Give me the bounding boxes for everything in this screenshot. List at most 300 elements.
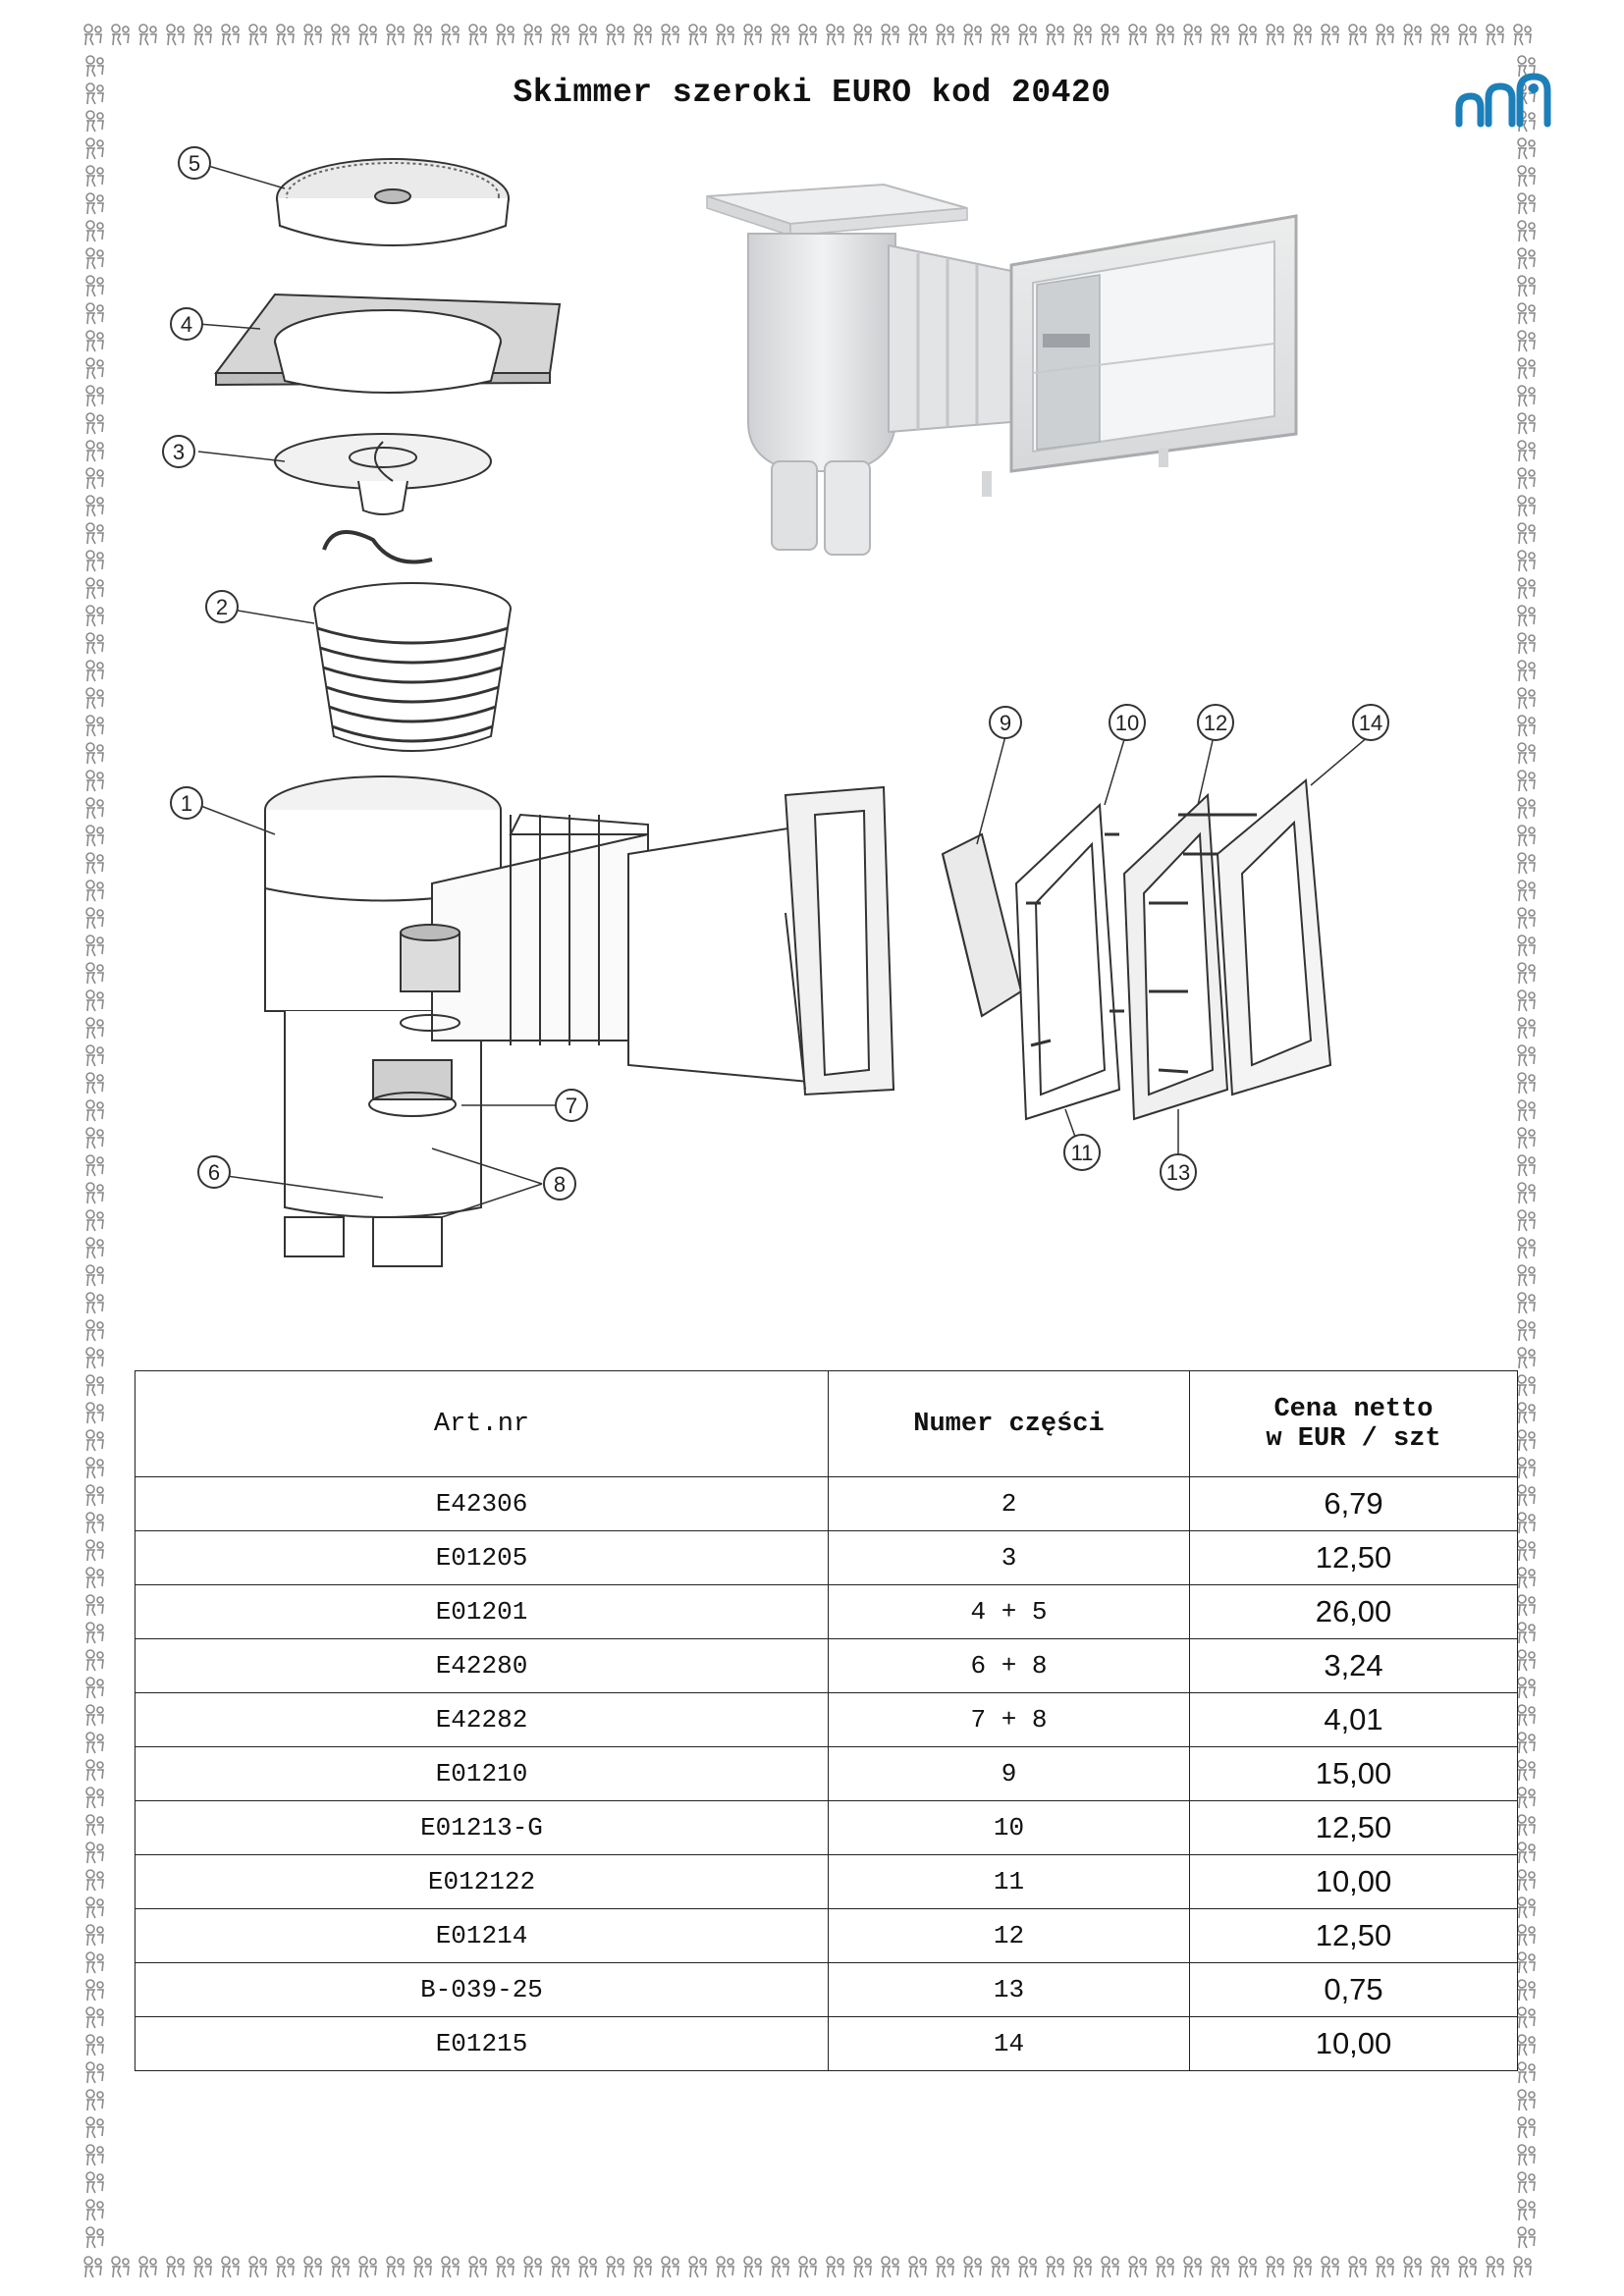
border-ornament-icon bbox=[194, 25, 211, 45]
border-ornament-icon bbox=[799, 2257, 816, 2277]
border-ornament-icon bbox=[86, 1650, 103, 1671]
callout-8 bbox=[544, 1168, 575, 1200]
border-ornament-icon bbox=[854, 2257, 871, 2277]
border-ornament-icon bbox=[86, 331, 103, 351]
cell-net-price: 12,50 bbox=[1190, 1801, 1518, 1855]
border-ornament-icon bbox=[86, 1705, 103, 1726]
border-ornament-icon bbox=[744, 25, 761, 45]
border-ornament-icon bbox=[86, 716, 103, 736]
border-ornament-icon bbox=[86, 1265, 103, 1286]
border-ornament-icon bbox=[579, 2257, 596, 2277]
border-ornament-icon bbox=[1019, 25, 1036, 45]
cell-article-number: E42280 bbox=[135, 1639, 829, 1693]
border-ornament-icon bbox=[1518, 496, 1535, 516]
border-ornament-icon bbox=[139, 25, 156, 45]
border-ornament-icon bbox=[1157, 25, 1173, 45]
border-ornament-icon bbox=[1518, 908, 1535, 929]
border-ornament-icon bbox=[86, 606, 103, 626]
cell-part-number: 3 bbox=[829, 1531, 1190, 1585]
callout-13 bbox=[1161, 1154, 1196, 1190]
part-3-cap-drawing bbox=[275, 434, 491, 514]
border-ornament-icon bbox=[1518, 963, 1535, 984]
border-ornament-icon bbox=[1102, 25, 1118, 45]
border-ornament-icon bbox=[86, 441, 103, 461]
cell-net-price: 26,00 bbox=[1190, 1585, 1518, 1639]
border-ornament-icon bbox=[304, 2257, 321, 2277]
border-ornament-icon bbox=[86, 1183, 103, 1203]
border-ornament-icon bbox=[86, 1320, 103, 1341]
border-ornament-icon bbox=[1518, 1375, 1535, 1396]
cell-net-price: 0,75 bbox=[1190, 1963, 1518, 2017]
cell-article-number: E01214 bbox=[135, 1909, 829, 1963]
svg-text:13: 13 bbox=[1165, 1160, 1191, 1185]
border-ornament-icon bbox=[1518, 935, 1535, 956]
border-ornament-icon bbox=[86, 881, 103, 901]
border-ornament-icon bbox=[86, 413, 103, 434]
border-ornament-icon bbox=[992, 25, 1008, 45]
callout-4 bbox=[171, 308, 202, 340]
border-ornament-icon bbox=[1129, 25, 1146, 45]
border-ornament-icon bbox=[1518, 1018, 1535, 1039]
border-ornament-icon bbox=[86, 56, 103, 77]
border-ornament-icon bbox=[1518, 1650, 1535, 1671]
border-ornament-icon bbox=[1377, 2257, 1393, 2277]
border-ornament-icon bbox=[1518, 633, 1535, 654]
cell-part-number: 11 bbox=[829, 1855, 1190, 1909]
border-ornament-icon bbox=[86, 1348, 103, 1368]
border-ornament-icon bbox=[634, 2257, 651, 2277]
callout-11 bbox=[1064, 1135, 1100, 1170]
border-ornament-icon bbox=[442, 25, 459, 45]
callout-10 bbox=[1110, 705, 1145, 740]
border-ornament-icon bbox=[1518, 1210, 1535, 1231]
svg-text:11: 11 bbox=[1070, 1141, 1094, 1165]
border-ornament-icon bbox=[937, 2257, 953, 2277]
border-ornament-icon bbox=[86, 83, 103, 104]
parts-price-table bbox=[135, 1370, 1518, 2071]
border-ornament-icon bbox=[1518, 688, 1535, 709]
border-ornament-icon bbox=[86, 908, 103, 929]
border-ornament-icon bbox=[1518, 606, 1535, 626]
border-ornament-icon bbox=[964, 25, 981, 45]
border-ornament-icon bbox=[1518, 798, 1535, 819]
svg-text:8: 8 bbox=[553, 1172, 567, 1197]
border-ornament-icon bbox=[86, 1788, 103, 1808]
border-ornament-icon bbox=[1518, 1293, 1535, 1313]
border-ornament-icon bbox=[1518, 1705, 1535, 1726]
border-ornament-icon bbox=[86, 1430, 103, 1451]
border-ornament-icon bbox=[86, 166, 103, 187]
border-ornament-icon bbox=[1518, 1320, 1535, 1341]
border-ornament-icon bbox=[86, 1100, 103, 1121]
border-ornament-icon bbox=[86, 1485, 103, 1506]
border-ornament-icon bbox=[1349, 25, 1366, 45]
border-ornament-icon bbox=[86, 111, 103, 132]
border-ornament-icon bbox=[1212, 25, 1228, 45]
border-ornament-icon bbox=[1074, 25, 1091, 45]
cell-article-number: E01215 bbox=[135, 2017, 829, 2071]
border-ornament-icon bbox=[86, 193, 103, 214]
header-net-price-line2: w EUR / szt bbox=[1266, 1423, 1441, 1454]
border-ornament-icon bbox=[86, 1073, 103, 1094]
border-ornament-icon bbox=[1518, 1842, 1535, 1863]
border-ornament-icon bbox=[1322, 25, 1338, 45]
cell-article-number: E012122 bbox=[135, 1855, 829, 1909]
border-ornament-icon bbox=[717, 25, 733, 45]
border-ornament-icon bbox=[86, 661, 103, 681]
border-ornament-icon bbox=[1432, 2257, 1448, 2277]
border-ornament-icon bbox=[1518, 1265, 1535, 1286]
border-ornament-icon bbox=[86, 2117, 103, 2138]
cell-article-number: B-039-25 bbox=[135, 1963, 829, 2017]
svg-text:12: 12 bbox=[1203, 711, 1228, 735]
svg-text:3: 3 bbox=[172, 440, 186, 464]
cell-net-price: 15,00 bbox=[1190, 1747, 1518, 1801]
border-ornament-icon bbox=[854, 25, 871, 45]
border-ornament-icon bbox=[86, 1595, 103, 1616]
header-article-number: Art.nr bbox=[135, 1371, 829, 1477]
border-ornament-icon bbox=[86, 2200, 103, 2220]
border-ornament-icon bbox=[1518, 1183, 1535, 1203]
border-ornament-icon bbox=[86, 853, 103, 874]
border-ornament-icon bbox=[1518, 1733, 1535, 1753]
border-ornament-icon bbox=[1518, 166, 1535, 187]
border-ornament-icon bbox=[689, 25, 706, 45]
border-ornament-icon bbox=[86, 1540, 103, 1561]
border-ornament-bottom bbox=[77, 2248, 1547, 2287]
border-ornament-icon bbox=[86, 1925, 103, 1946]
svg-text:1: 1 bbox=[180, 791, 193, 816]
cell-part-number: 14 bbox=[829, 2017, 1190, 2071]
border-ornament-icon bbox=[689, 2257, 706, 2277]
cell-article-number: E42282 bbox=[135, 1693, 829, 1747]
border-ornament-icon bbox=[1518, 853, 1535, 874]
cell-part-number: 9 bbox=[829, 1747, 1190, 1801]
svg-text:6: 6 bbox=[207, 1160, 221, 1185]
border-ornament-icon bbox=[222, 25, 239, 45]
table-row bbox=[135, 1963, 1518, 2017]
callout-3 bbox=[163, 436, 194, 467]
cell-part-number: 7 + 8 bbox=[829, 1693, 1190, 1747]
border-ornament-icon bbox=[277, 25, 294, 45]
border-ornament-icon bbox=[86, 221, 103, 241]
callout-12 bbox=[1198, 705, 1233, 740]
border-ornament-icon bbox=[359, 2257, 376, 2277]
border-ornament-icon bbox=[992, 2257, 1008, 2277]
border-ornament-icon bbox=[86, 2090, 103, 2110]
border-ornament-icon bbox=[1518, 1045, 1535, 1066]
border-ornament-icon bbox=[86, 138, 103, 159]
border-ornament-icon bbox=[86, 1815, 103, 1836]
callout-14 bbox=[1353, 705, 1388, 740]
border-ornament-icon bbox=[86, 771, 103, 791]
border-ornament-icon bbox=[1518, 881, 1535, 901]
callout-7 bbox=[556, 1090, 587, 1121]
cell-part-number: 13 bbox=[829, 1963, 1190, 2017]
border-ornament-icon bbox=[1267, 2257, 1283, 2277]
part-4-frame-drawing bbox=[216, 294, 560, 393]
border-ornament-icon bbox=[579, 25, 596, 45]
border-ornament-icon bbox=[86, 1897, 103, 1918]
border-ornament-icon bbox=[1102, 2257, 1118, 2277]
border-ornament-icon bbox=[86, 358, 103, 379]
border-ornament-icon bbox=[1518, 1430, 1535, 1451]
table-row bbox=[135, 1693, 1518, 1747]
border-ornament-icon bbox=[1518, 1925, 1535, 1946]
border-ornament-icon bbox=[1518, 1870, 1535, 1891]
border-ornament-icon bbox=[86, 1375, 103, 1396]
border-ornament-icon bbox=[1518, 1760, 1535, 1781]
part-2-basket-drawing bbox=[314, 532, 511, 751]
border-ornament-icon bbox=[1518, 551, 1535, 571]
border-ornament-icon bbox=[662, 2257, 678, 2277]
border-ornament-icon bbox=[1518, 2062, 1535, 2083]
page-title: Skimmer szeroki EURO kod 20420 bbox=[513, 75, 1111, 111]
table-row bbox=[135, 1855, 1518, 1909]
border-ornament-icon bbox=[332, 25, 349, 45]
border-ornament-icon bbox=[86, 2227, 103, 2248]
border-ornament-icon bbox=[882, 2257, 898, 2277]
cell-net-price: 12,50 bbox=[1190, 1531, 1518, 1585]
header-net-price bbox=[1190, 1371, 1518, 1477]
border-ornament-icon bbox=[86, 386, 103, 406]
border-ornament-icon bbox=[1518, 661, 1535, 681]
border-ornament-icon bbox=[1518, 1238, 1535, 1258]
border-ornament-icon bbox=[1518, 1788, 1535, 1808]
part-5-lid-drawing bbox=[277, 159, 509, 245]
table-row bbox=[135, 1801, 1518, 1855]
border-ornament-icon bbox=[607, 25, 623, 45]
cell-article-number: E01210 bbox=[135, 1747, 829, 1801]
border-ornament-icon bbox=[1518, 1678, 1535, 1698]
border-ornament-icon bbox=[86, 303, 103, 324]
border-ornament-icon bbox=[1019, 2257, 1036, 2277]
border-ornament-icon bbox=[304, 25, 321, 45]
brand-logo-icon bbox=[1451, 65, 1559, 130]
border-ornament-icon bbox=[1518, 1595, 1535, 1616]
cell-net-price: 6,79 bbox=[1190, 1477, 1518, 1531]
border-ornament-icon bbox=[86, 1513, 103, 1533]
border-ornament-icon bbox=[1518, 771, 1535, 791]
border-ornament-icon bbox=[1518, 2035, 1535, 2056]
border-ornament-icon bbox=[1518, 468, 1535, 489]
border-ornament-icon bbox=[86, 2007, 103, 2028]
border-ornament-icon bbox=[86, 2145, 103, 2165]
svg-text:9: 9 bbox=[999, 711, 1012, 735]
border-ornament-icon bbox=[86, 2172, 103, 2193]
border-ornament-icon bbox=[86, 1952, 103, 1973]
border-ornament-icon bbox=[1518, 358, 1535, 379]
border-ornament-icon bbox=[222, 2257, 239, 2277]
border-ornament-icon bbox=[1518, 578, 1535, 599]
table-header-row bbox=[135, 1371, 1518, 1477]
part-10-gasket-drawing bbox=[1016, 805, 1124, 1119]
table-body bbox=[135, 1477, 1518, 2071]
border-ornament-icon bbox=[167, 25, 184, 45]
border-ornament-icon bbox=[469, 25, 486, 45]
border-ornament-icon bbox=[469, 2257, 486, 2277]
border-ornament-icon bbox=[86, 1238, 103, 1258]
border-ornament-icon bbox=[359, 25, 376, 45]
border-ornament-icon bbox=[909, 2257, 926, 2277]
border-ornament-icon bbox=[827, 25, 843, 45]
border-ornament-icon bbox=[277, 2257, 294, 2277]
cell-article-number: E01205 bbox=[135, 1531, 829, 1585]
border-ornament-icon bbox=[1518, 2145, 1535, 2165]
border-ornament-icon bbox=[662, 25, 678, 45]
border-ornament-icon bbox=[86, 1458, 103, 1478]
border-ornament-icon bbox=[1518, 276, 1535, 296]
border-ornament-icon bbox=[524, 2257, 541, 2277]
table-row bbox=[135, 1747, 1518, 1801]
border-ornament-icon bbox=[86, 1018, 103, 1039]
border-ornament-icon bbox=[772, 2257, 788, 2277]
border-ornament-icon bbox=[1518, 386, 1535, 406]
border-ornament-icon bbox=[1047, 25, 1063, 45]
table-row bbox=[135, 1639, 1518, 1693]
border-ornament-icon bbox=[332, 2257, 349, 2277]
decorative-border-bottom bbox=[77, 2248, 1547, 2287]
border-ornament-icon bbox=[86, 1210, 103, 1231]
svg-text:2: 2 bbox=[215, 595, 229, 619]
border-ornament-icon bbox=[387, 25, 404, 45]
border-ornament-icon bbox=[1518, 303, 1535, 324]
border-ornament-icon bbox=[1518, 1513, 1535, 1533]
exploded-parts-diagram bbox=[137, 128, 1414, 1335]
cell-article-number: E42306 bbox=[135, 1477, 829, 1531]
border-ornament-icon bbox=[1518, 331, 1535, 351]
border-ornament-icon bbox=[414, 2257, 431, 2277]
border-ornament-icon bbox=[1047, 2257, 1063, 2277]
border-ornament-icon bbox=[86, 1403, 103, 1423]
table-row bbox=[135, 2017, 1518, 2071]
border-ornament-top bbox=[77, 12, 1547, 51]
border-ornament-icon bbox=[414, 25, 431, 45]
border-ornament-icon bbox=[86, 1760, 103, 1781]
cell-net-price: 4,01 bbox=[1190, 1693, 1518, 1747]
border-ornament-icon bbox=[497, 2257, 514, 2277]
border-ornament-icon bbox=[1518, 1568, 1535, 1588]
cell-net-price: 10,00 bbox=[1190, 1855, 1518, 1909]
border-ornament-icon bbox=[1518, 1485, 1535, 1506]
border-ornament-icon bbox=[249, 2257, 266, 2277]
border-ornament-icon bbox=[1518, 2007, 1535, 2028]
border-ornament-icon bbox=[1129, 2257, 1146, 2277]
border-ornament-icon bbox=[1518, 826, 1535, 846]
border-ornament-icon bbox=[1518, 1128, 1535, 1148]
border-ornament-icon bbox=[1349, 2257, 1366, 2277]
border-ornament-icon bbox=[1518, 1348, 1535, 1368]
border-ornament-icon bbox=[607, 2257, 623, 2277]
border-ornament-icon bbox=[937, 25, 953, 45]
cell-net-price: 12,50 bbox=[1190, 1909, 1518, 1963]
border-ornament-icon bbox=[1377, 25, 1393, 45]
border-ornament-icon bbox=[1518, 1623, 1535, 1643]
border-ornament-icon bbox=[964, 2257, 981, 2277]
border-ornament-icon bbox=[1518, 221, 1535, 241]
decorative-border-top bbox=[77, 12, 1547, 51]
border-ornament-icon bbox=[1239, 2257, 1256, 2277]
border-ornament-icon bbox=[1518, 1815, 1535, 1836]
border-ornament-icon bbox=[86, 990, 103, 1011]
border-ornament-icon bbox=[1267, 25, 1283, 45]
callout-2 bbox=[206, 591, 238, 622]
border-ornament-icon bbox=[86, 743, 103, 764]
callout-6 bbox=[198, 1156, 230, 1188]
border-ornament-icon bbox=[86, 496, 103, 516]
border-ornament-icon bbox=[1074, 2257, 1091, 2277]
border-ornament-icon bbox=[86, 1623, 103, 1643]
border-ornament-icon bbox=[497, 25, 514, 45]
border-ornament-icon bbox=[387, 2257, 404, 2277]
border-ornament-left bbox=[77, 12, 116, 2287]
cell-article-number: E01201 bbox=[135, 1585, 829, 1639]
part-14-faceplate-drawing bbox=[1218, 780, 1330, 1095]
border-ornament-icon bbox=[86, 276, 103, 296]
svg-text:7: 7 bbox=[565, 1094, 578, 1118]
border-ornament-icon bbox=[827, 2257, 843, 2277]
border-ornament-icon bbox=[717, 2257, 733, 2277]
decorative-border-left bbox=[77, 12, 116, 2287]
svg-text:10: 10 bbox=[1114, 711, 1140, 735]
part-9-weir-drawing bbox=[943, 834, 1021, 1016]
border-ornament-icon bbox=[86, 1155, 103, 1176]
border-ornament-icon bbox=[86, 1733, 103, 1753]
border-ornament-icon bbox=[744, 2257, 761, 2277]
border-ornament-icon bbox=[1487, 2257, 1503, 2277]
border-ornament-icon bbox=[634, 25, 651, 45]
border-ornament-icon bbox=[1518, 1403, 1535, 1423]
border-ornament-icon bbox=[1518, 193, 1535, 214]
cell-part-number: 4 + 5 bbox=[829, 1585, 1190, 1639]
table-row bbox=[135, 1531, 1518, 1585]
border-ornament-icon bbox=[86, 1128, 103, 1148]
border-ornament-icon bbox=[86, 1980, 103, 2001]
border-ornament-icon bbox=[86, 578, 103, 599]
callout-1 bbox=[171, 787, 202, 819]
border-ornament-icon bbox=[1487, 25, 1503, 45]
border-ornament-icon bbox=[1322, 2257, 1338, 2277]
header-net-price-line1: Cena netto bbox=[1273, 1394, 1434, 1424]
border-ornament-icon bbox=[86, 248, 103, 269]
border-ornament-icon bbox=[1518, 413, 1535, 434]
border-ornament-icon bbox=[86, 963, 103, 984]
border-ornament-icon bbox=[909, 25, 926, 45]
cell-net-price: 3,24 bbox=[1190, 1639, 1518, 1693]
svg-text:14: 14 bbox=[1358, 711, 1383, 735]
border-ornament-icon bbox=[1294, 2257, 1311, 2277]
border-ornament-icon bbox=[86, 1045, 103, 1066]
cell-part-number: 6 + 8 bbox=[829, 1639, 1190, 1693]
border-ornament-icon bbox=[1212, 2257, 1228, 2277]
border-ornament-icon bbox=[1518, 248, 1535, 269]
border-ornament-icon bbox=[86, 1568, 103, 1588]
cell-article-number: E01213-G bbox=[135, 1801, 829, 1855]
border-ornament-icon bbox=[524, 25, 541, 45]
svg-text:5: 5 bbox=[188, 151, 201, 176]
cell-part-number: 10 bbox=[829, 1801, 1190, 1855]
border-ornament-icon bbox=[1518, 716, 1535, 736]
border-ornament-icon bbox=[1184, 25, 1201, 45]
border-ornament-icon bbox=[86, 688, 103, 709]
border-ornament-icon bbox=[1518, 1458, 1535, 1478]
border-ornament-icon bbox=[1518, 743, 1535, 764]
border-ornament-icon bbox=[442, 2257, 459, 2277]
border-ornament-icon bbox=[86, 1293, 103, 1313]
table-row bbox=[135, 1909, 1518, 1963]
border-ornament-icon bbox=[772, 25, 788, 45]
border-ornament-icon bbox=[1518, 1980, 1535, 2001]
